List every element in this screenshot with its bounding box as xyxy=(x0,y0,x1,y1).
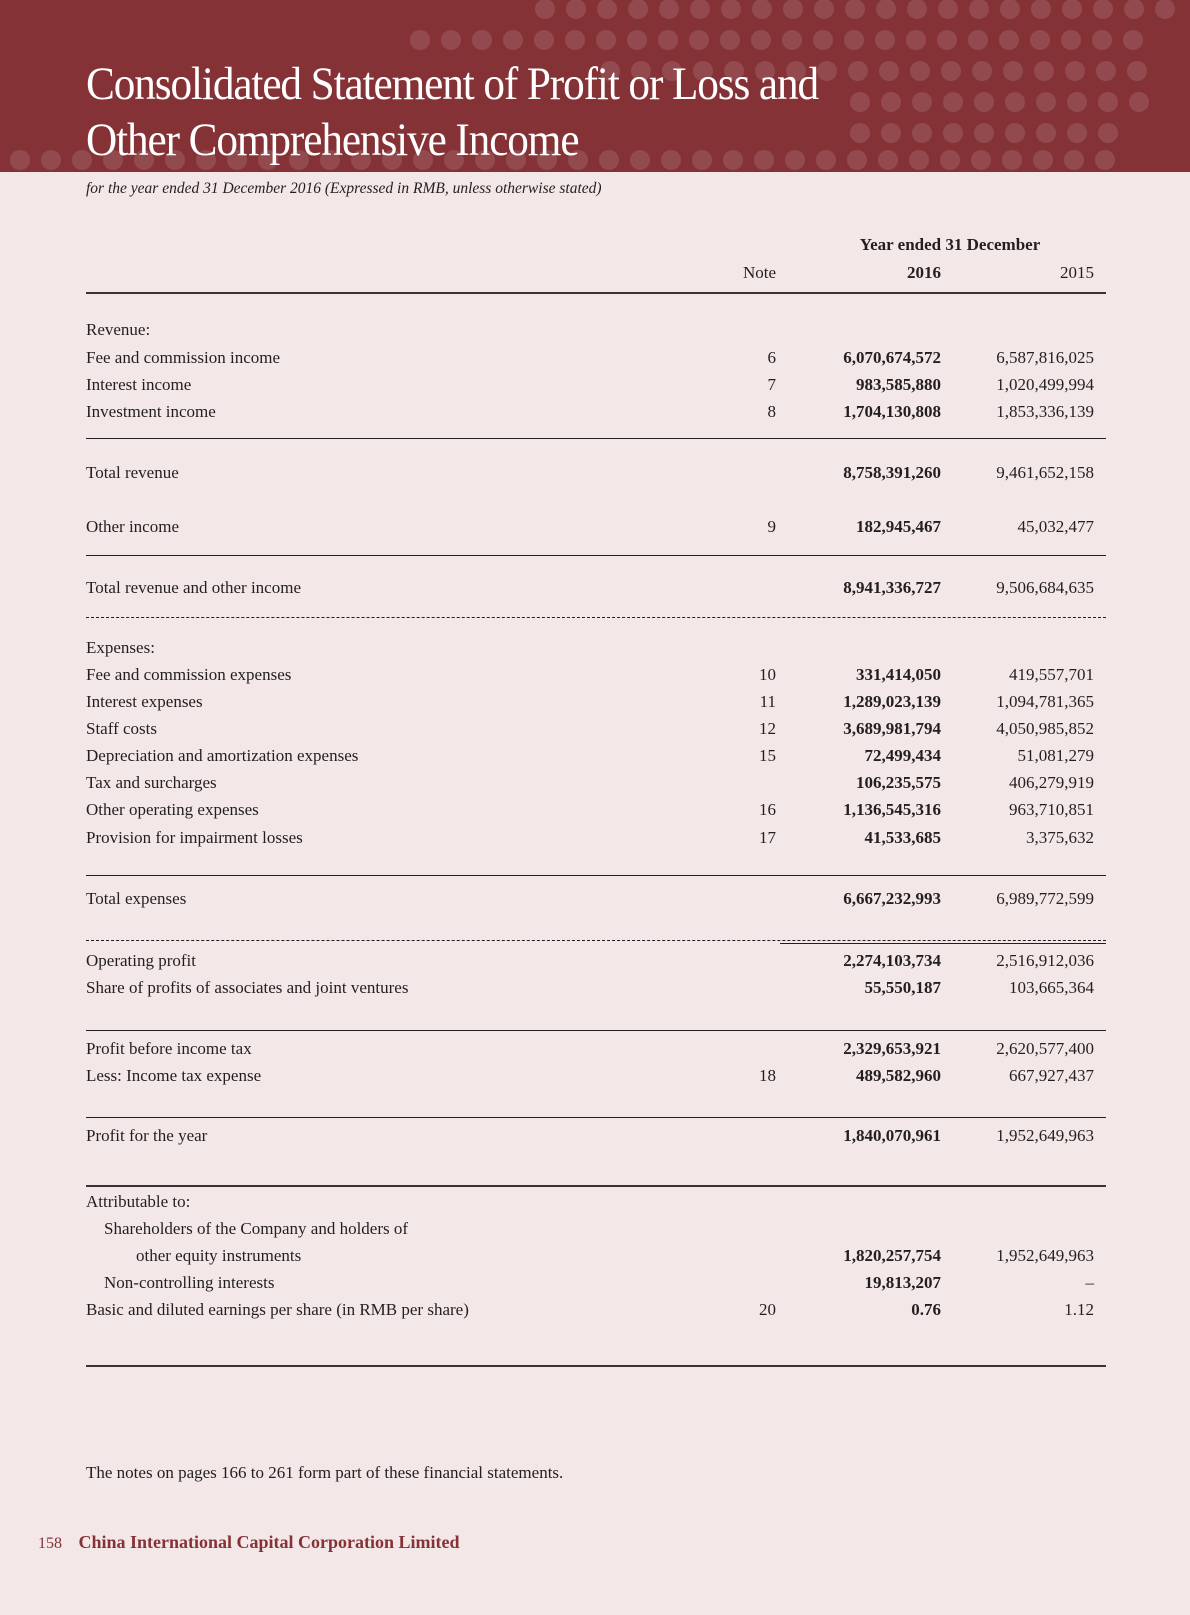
decorative-dot xyxy=(10,150,30,170)
row-value-2016: 72,499,434 xyxy=(864,746,941,765)
decorative-dot xyxy=(1036,123,1056,143)
row-note: 7 xyxy=(767,375,776,394)
decorative-dot xyxy=(751,30,771,50)
decorative-dot xyxy=(1034,61,1054,81)
page-title-line-1: Consolidated Statement of Profit or Loss and xyxy=(86,58,819,110)
decorative-dot xyxy=(565,30,585,50)
decorative-dot xyxy=(968,30,988,50)
decorative-dot xyxy=(721,0,741,19)
table-row xyxy=(86,1190,1106,1214)
row-value-2016: 55,550,187 xyxy=(864,978,941,997)
row-value-2016: 1,820,257,754 xyxy=(843,1246,941,1265)
row-value-2015: 406,279,919 xyxy=(1009,773,1094,792)
row-value-2015: 103,665,364 xyxy=(1009,978,1094,997)
row-value-2016: 6,667,232,993 xyxy=(843,889,941,908)
column-header-note: Note xyxy=(742,263,776,282)
row-value-2015: 51,081,279 xyxy=(1017,746,1094,765)
row-label: Tax and surcharges xyxy=(86,773,217,792)
decorative-dot xyxy=(1067,92,1087,112)
row-value-2016: 1,289,023,139 xyxy=(843,692,941,711)
table-row xyxy=(86,576,1106,600)
row-value-2015: 4,050,985,852 xyxy=(996,719,1094,738)
decorative-dot xyxy=(937,30,957,50)
table-row xyxy=(86,663,1106,687)
row-label: Total expenses xyxy=(86,889,187,908)
decorative-dot xyxy=(907,0,927,19)
row-value-2016: 2,329,653,921 xyxy=(843,1039,941,1058)
decorative-dot xyxy=(534,30,554,50)
row-value-2015: 1,952,649,963 xyxy=(996,1126,1094,1145)
decorative-dot xyxy=(472,30,492,50)
row-label: Total revenue xyxy=(86,463,179,482)
table-rule xyxy=(780,943,1106,944)
row-note: 8 xyxy=(767,402,776,421)
row-value-2015: 6,989,772,599 xyxy=(996,889,1094,908)
table-row xyxy=(86,1271,1106,1295)
decorative-dot xyxy=(1124,0,1144,19)
table-row xyxy=(86,1298,1106,1322)
decorative-dot xyxy=(690,0,710,19)
decorative-dot xyxy=(752,0,772,19)
row-value-2016: 182,945,467 xyxy=(856,517,941,536)
row-value-2016: 1,136,545,316 xyxy=(843,800,941,819)
decorative-dot xyxy=(1093,0,1113,19)
decorative-dot xyxy=(938,0,958,19)
row-value-2016: 19,813,207 xyxy=(864,1273,941,1292)
row-value-2015: 667,927,437 xyxy=(1009,1066,1094,1085)
decorative-dot xyxy=(875,30,895,50)
row-value-2016: 8,941,336,727 xyxy=(843,578,941,597)
decorative-dot xyxy=(41,150,61,170)
decorative-dot xyxy=(941,61,961,81)
decorative-dot xyxy=(720,30,740,50)
table-row xyxy=(86,1244,1106,1268)
row-label: Depreciation and amortization expenses xyxy=(86,746,359,765)
row-value-2015: 2,516,912,036 xyxy=(996,951,1094,970)
row-note: 16 xyxy=(759,800,776,819)
table-row xyxy=(86,400,1106,424)
table-row xyxy=(86,771,1106,795)
row-value-2015: 1,952,649,963 xyxy=(996,1246,1094,1265)
decorative-dot xyxy=(535,0,555,19)
decorative-dot xyxy=(689,30,709,50)
row-value-2016: 331,414,050 xyxy=(856,665,941,684)
table-row xyxy=(86,1217,1106,1241)
row-value-2016: 1,840,070,961 xyxy=(843,1126,941,1145)
decorative-dot xyxy=(597,0,617,19)
table-row xyxy=(86,949,1106,973)
table-row xyxy=(86,346,1106,370)
row-label: Expenses: xyxy=(86,638,155,657)
decorative-dot xyxy=(566,0,586,19)
row-label: Interest income xyxy=(86,375,192,394)
decorative-dot xyxy=(1123,30,1143,50)
decorative-dot xyxy=(1129,92,1149,112)
decorative-dot xyxy=(974,92,994,112)
decorative-dot xyxy=(1064,150,1084,170)
decorative-dot xyxy=(813,30,833,50)
decorative-dot xyxy=(1005,123,1025,143)
decorative-dot xyxy=(1127,61,1147,81)
dashed-rule xyxy=(86,940,1106,941)
row-label: Interest expenses xyxy=(86,692,203,711)
decorative-dot xyxy=(943,123,963,143)
table-row xyxy=(86,1124,1106,1148)
decorative-dot xyxy=(658,30,678,50)
decorative-dot xyxy=(844,30,864,50)
decorative-dot xyxy=(1061,30,1081,50)
row-value-2015: 2,620,577,400 xyxy=(996,1039,1094,1058)
page-title-line-2: Other Comprehensive Income xyxy=(86,114,579,166)
row-value-2015: 419,557,701 xyxy=(1009,665,1094,684)
decorative-dot xyxy=(912,92,932,112)
decorative-dot xyxy=(441,30,461,50)
row-label: Fee and commission expenses xyxy=(86,665,292,684)
decorative-dot xyxy=(974,123,994,143)
decorative-dot xyxy=(1002,150,1022,170)
table-row xyxy=(86,887,1106,911)
decorative-dot xyxy=(1092,30,1112,50)
table-row xyxy=(86,798,1106,822)
table-row xyxy=(86,636,1106,660)
decorative-dot xyxy=(1096,61,1116,81)
row-value-2015: 9,461,652,158 xyxy=(996,463,1094,482)
decorative-dot xyxy=(627,30,647,50)
row-label: Profit before income tax xyxy=(86,1039,252,1058)
decorative-dot xyxy=(1095,150,1115,170)
page-title xyxy=(86,56,914,168)
table-row xyxy=(86,515,1106,539)
row-note: 15 xyxy=(759,746,776,765)
decorative-dot xyxy=(1030,30,1050,50)
table-rule xyxy=(86,1185,1106,1187)
decorative-dot xyxy=(1000,0,1020,19)
row-note: 20 xyxy=(759,1300,776,1319)
title-banner xyxy=(0,0,1190,172)
row-value-2015: 1.12 xyxy=(1064,1300,1094,1319)
decorative-dot xyxy=(1031,0,1051,19)
row-label: Attributable to: xyxy=(86,1192,191,1211)
decorative-dot xyxy=(971,150,991,170)
row-value-2016: 1,704,130,808 xyxy=(843,402,941,421)
row-value-2015: 6,587,816,025 xyxy=(996,348,1094,367)
decorative-dot xyxy=(1033,150,1053,170)
table-rule xyxy=(86,1365,1106,1367)
row-label: other equity instruments xyxy=(136,1246,302,1265)
decorative-dot xyxy=(596,30,616,50)
row-value-2016: 2,274,103,734 xyxy=(843,951,941,970)
decorative-dot xyxy=(969,0,989,19)
row-label: Revenue: xyxy=(86,320,151,339)
row-label: Provision for impairment losses xyxy=(86,828,303,847)
row-value-2016: 106,235,575 xyxy=(856,773,941,792)
header-rule xyxy=(86,292,1106,294)
row-value-2015: 9,506,684,635 xyxy=(996,578,1094,597)
column-header-2015: 2015 xyxy=(1060,263,1094,282)
row-label: Non-controlling interests xyxy=(104,1273,275,1292)
decorative-dot xyxy=(503,30,523,50)
table-row xyxy=(86,373,1106,397)
row-value-2016: 3,689,981,794 xyxy=(843,719,941,738)
row-value-2015: 1,020,499,994 xyxy=(996,375,1094,394)
table-row xyxy=(86,690,1106,714)
row-value-2016: 489,582,960 xyxy=(856,1066,941,1085)
decorative-dot xyxy=(906,30,926,50)
row-value-2015: 45,032,477 xyxy=(1017,517,1094,536)
row-note: 17 xyxy=(759,828,776,847)
decorative-dot xyxy=(1098,92,1118,112)
table-row xyxy=(86,318,1106,342)
table-rule xyxy=(86,438,1106,439)
page-subtitle: for the year ended 31 December 2016 (Expressed in RMB, unless otherwise stated) xyxy=(86,180,602,197)
decorative-dot xyxy=(1065,61,1085,81)
row-note: 6 xyxy=(767,348,776,367)
row-label: Fee and commission income xyxy=(86,348,281,367)
decorative-dot xyxy=(943,92,963,112)
row-label: Total revenue and other income xyxy=(86,578,301,597)
decorative-dot xyxy=(783,0,803,19)
decorative-dot xyxy=(814,0,834,19)
table-row xyxy=(86,826,1106,850)
row-note: 18 xyxy=(759,1066,776,1085)
table-rule xyxy=(86,1117,1106,1118)
row-value-2016: 0.76 xyxy=(911,1300,941,1319)
table-rule xyxy=(86,555,1106,556)
row-note: 11 xyxy=(759,692,776,711)
decorative-dot xyxy=(999,30,1019,50)
decorative-dot xyxy=(1067,123,1087,143)
company-name: China International Capital Corporation Limited xyxy=(78,1532,460,1552)
table-rule xyxy=(86,1030,1106,1031)
decorative-dot xyxy=(876,0,896,19)
page-footer xyxy=(38,1532,460,1553)
row-value-2015: 1,094,781,365 xyxy=(996,692,1094,711)
table-row xyxy=(86,976,1106,1000)
row-label: Shareholders of the Company and holders of xyxy=(104,1219,409,1238)
row-note: 10 xyxy=(759,665,776,684)
row-value-2016: 8,758,391,260 xyxy=(843,463,941,482)
table-row xyxy=(86,1064,1106,1088)
row-label: Operating profit xyxy=(86,951,196,970)
dashed-rule xyxy=(86,617,1106,618)
decorative-dot xyxy=(845,0,865,19)
decorative-dot xyxy=(1003,61,1023,81)
decorative-dot xyxy=(1062,0,1082,19)
row-label: Other operating expenses xyxy=(86,800,259,819)
row-label: Other income xyxy=(86,517,179,536)
footnote: The notes on pages 166 to 261 form part of these financial statements. xyxy=(86,1463,564,1482)
decorative-dot xyxy=(1098,123,1118,143)
decorative-dot xyxy=(659,0,679,19)
decorative-dot xyxy=(940,150,960,170)
row-value-2016: 6,070,674,572 xyxy=(843,348,941,367)
row-label: Share of profits of associates and joint ventures xyxy=(86,978,409,997)
decorative-dot xyxy=(1155,0,1175,19)
decorative-dot xyxy=(1036,92,1056,112)
row-label: Staff costs xyxy=(86,719,157,738)
row-value-2015: 963,710,851 xyxy=(1009,800,1094,819)
table-row xyxy=(86,461,1106,485)
table-row xyxy=(86,717,1106,741)
decorative-dot xyxy=(1005,92,1025,112)
decorative-dot xyxy=(628,0,648,19)
row-note: 9 xyxy=(767,517,776,536)
row-label: Profit for the year xyxy=(86,1126,208,1145)
decorative-dot xyxy=(912,123,932,143)
table-rule xyxy=(86,875,1106,876)
decorative-dot xyxy=(410,30,430,50)
decorative-dot xyxy=(972,61,992,81)
row-value-2016: 983,585,880 xyxy=(856,375,941,394)
row-label: Basic and diluted earnings per share (in RMB per share) xyxy=(86,1300,469,1319)
table-row xyxy=(86,744,1106,768)
row-value-2016: 41,533,685 xyxy=(864,828,941,847)
column-header-2016: 2016 xyxy=(907,263,941,282)
column-group-header: Year ended 31 December xyxy=(859,235,1041,254)
decorative-dot xyxy=(782,30,802,50)
row-label: Investment income xyxy=(86,402,216,421)
row-label: Less: Income tax expense xyxy=(86,1066,262,1085)
row-value-2015: 1,853,336,139 xyxy=(996,402,1094,421)
row-value-2015: – xyxy=(1085,1273,1094,1292)
row-value-2015: 3,375,632 xyxy=(1026,828,1094,847)
page-number: 158 xyxy=(38,1535,62,1552)
row-note: 12 xyxy=(759,719,776,738)
table-row xyxy=(86,1037,1106,1061)
